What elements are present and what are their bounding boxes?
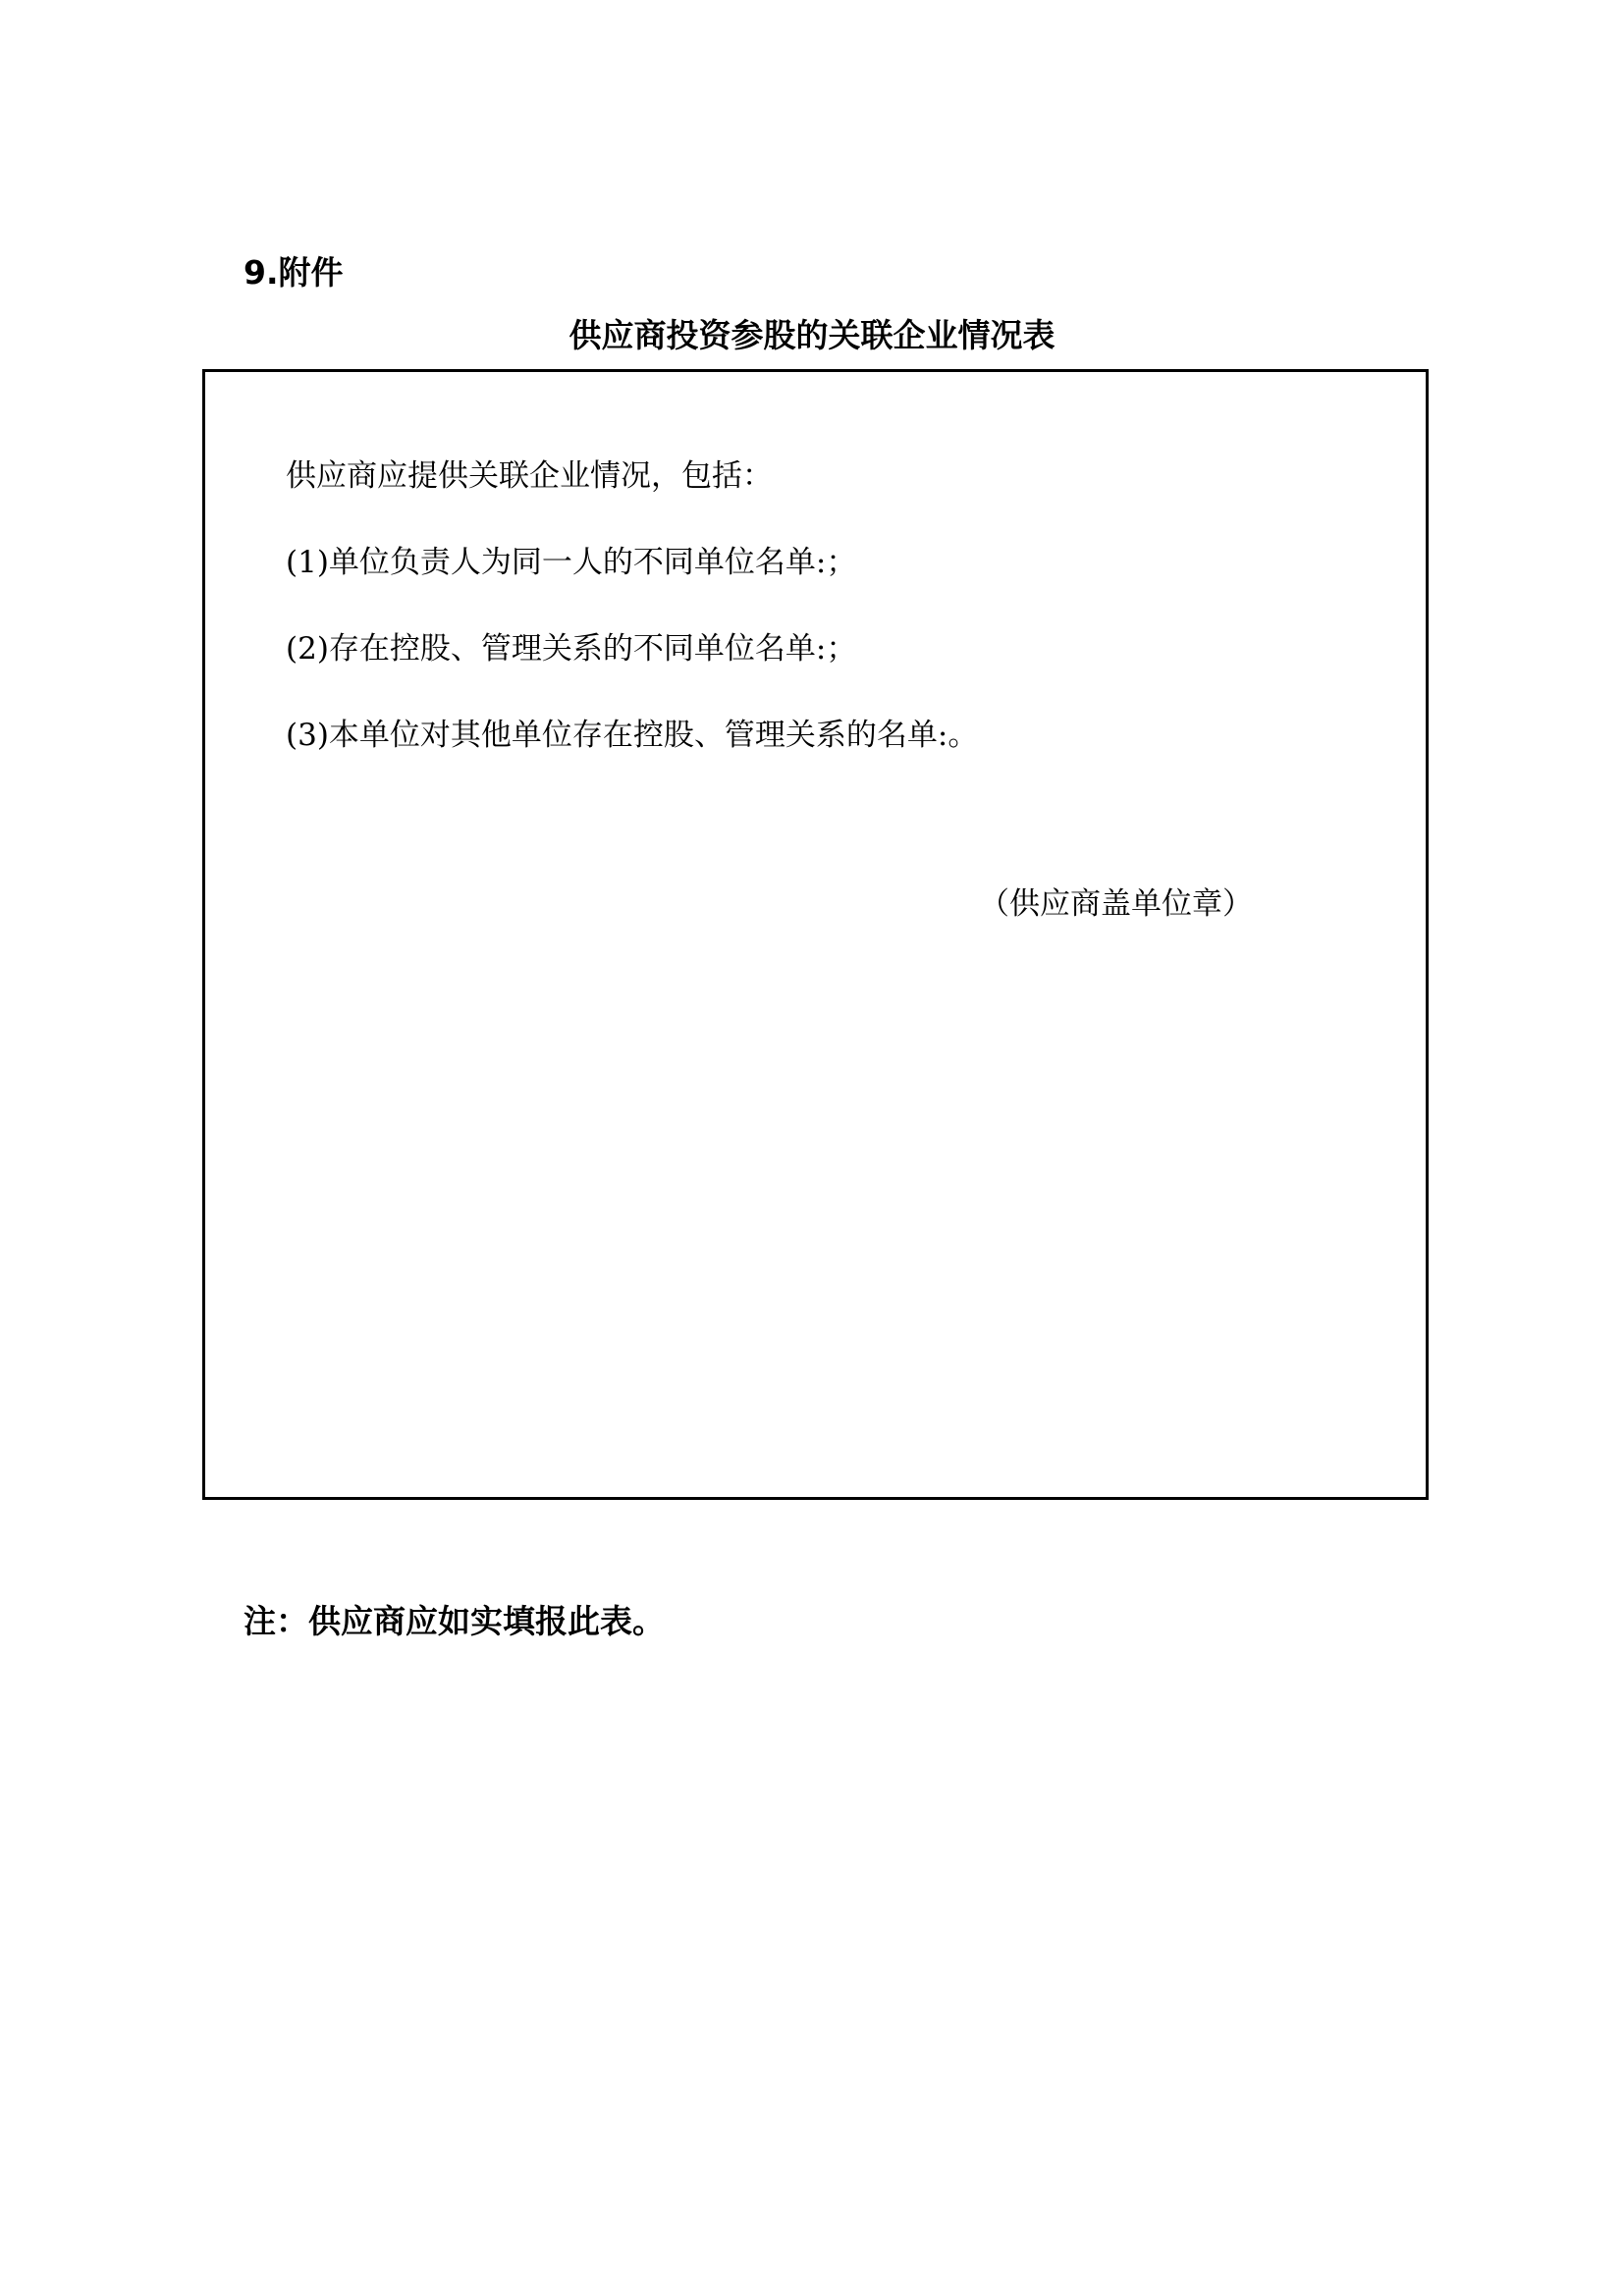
list-item-1: (1)单位负责人为同一人的不同单位名单:； [286,545,857,580]
footnote: 注：供应商应如实填报此表。 [244,1602,665,1640]
intro-text: 供应商应提供关联企业情况，包括： [286,458,773,494]
section-heading: 9.附件 [244,253,344,292]
list-item-2: (2)存在控股、管理关系的不同单位名单:； [286,631,857,667]
list-item-3: (3)本单位对其他单位存在控股、管理关系的名单:。 [286,718,979,753]
related-company-list [286,541,978,800]
form-title: 供应商投资参股的关联企业情况表 [568,316,1056,354]
form-box [202,369,1429,1500]
seal-placeholder: （供应商盖单位章） [979,886,1253,922]
